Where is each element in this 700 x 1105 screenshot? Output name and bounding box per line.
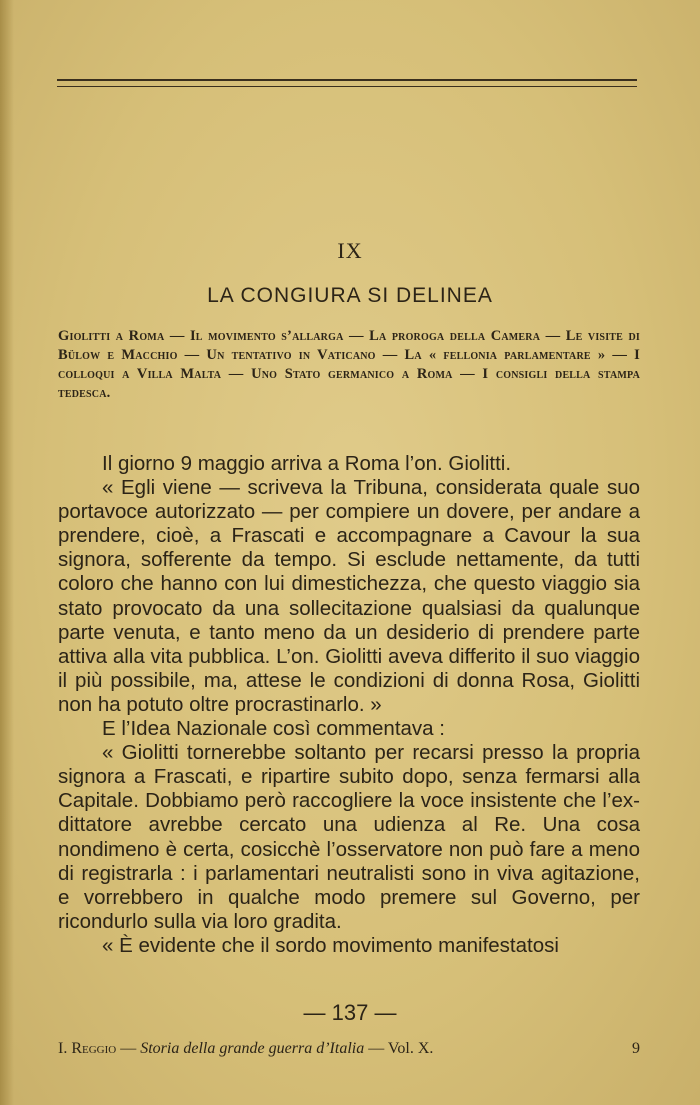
chapter-number: IX — [337, 238, 363, 263]
paragraph: E l’Idea Nazionale così commentava : — [102, 717, 445, 741]
footer-volume: — Vol. X. — [368, 1040, 434, 1057]
chapter-summary: Giolitti a Roma — Il movimento s’allarga — La proroga della Camera — Le visite di Bülow e Macchio — Un tentativo in Vaticano — La « fellonia parlamentare » — I colloqui a Villa Malta — Uno Stato germanico a Roma — I consigli della stampa tedesca. — [58, 328, 640, 401]
page-number: — 137 — — [303, 1000, 397, 1025]
paragraph: « Giolitti tornerebbe soltanto per recarsi presso la propria signora a Frascati, e ripartire subito dopo, senza fermarsi alla Capitale. Dobbiamo però raccogliere la voce insistente che l’ex-dittatore avrebbe cercato una udienza al Re. Una cosa nondimeno è certa, cosicchè l’osservatore non può fare a meno di registrarla : i parlamentari neutralisti sono in viva agitazione, e vorrebbero in qualche modo premere sul Governo, per ricondurlo sulla via loro gradita. — [58, 741, 640, 933]
paragraph: « È evidente che il sordo movimento manifestatosi — [102, 933, 559, 957]
chapter-title: LA CONGIURA SI DELINEA — [207, 284, 493, 307]
page-edge-shadow — [0, 0, 14, 1105]
header-rule-thick — [57, 79, 637, 81]
paragraph: « Egli viene — scriveva la Tribuna, considerata quale suo portavoce autorizzato — per compiere un dovere, per andare a prendere, cioè, a Frascati e accompagnare a Cavour la sua signora, sofferente da tempo. Si esclude nettamente, da tutti coloro che hanno con lui dimestichezza, che questo viaggio sia stato provocato da una sollecitazione qualsiasi da qualunque parte venuta, e tanto meno da un desiderio di prendere parte attiva alla vita pubblica. L’on. Giolitti aveva differito il suo viaggio il più possibile, ma, attese le condizioni di donna Rosa, Giolitti non ha potuto oltre procrastinarlo. » — [58, 476, 640, 716]
footer-citation — [58, 1040, 433, 1058]
body-text — [58, 452, 640, 958]
footer — [58, 1040, 640, 1058]
footer-author: I. Reggio — — [58, 1040, 137, 1057]
footer-signature: 9 — [632, 1040, 640, 1057]
footer-book-title: Storia della grande guerra d’Italia — [140, 1040, 365, 1057]
paragraph: Il giorno 9 maggio arriva a Roma l’on. Giolitti. — [102, 452, 512, 475]
header-rule-thin — [57, 86, 637, 87]
